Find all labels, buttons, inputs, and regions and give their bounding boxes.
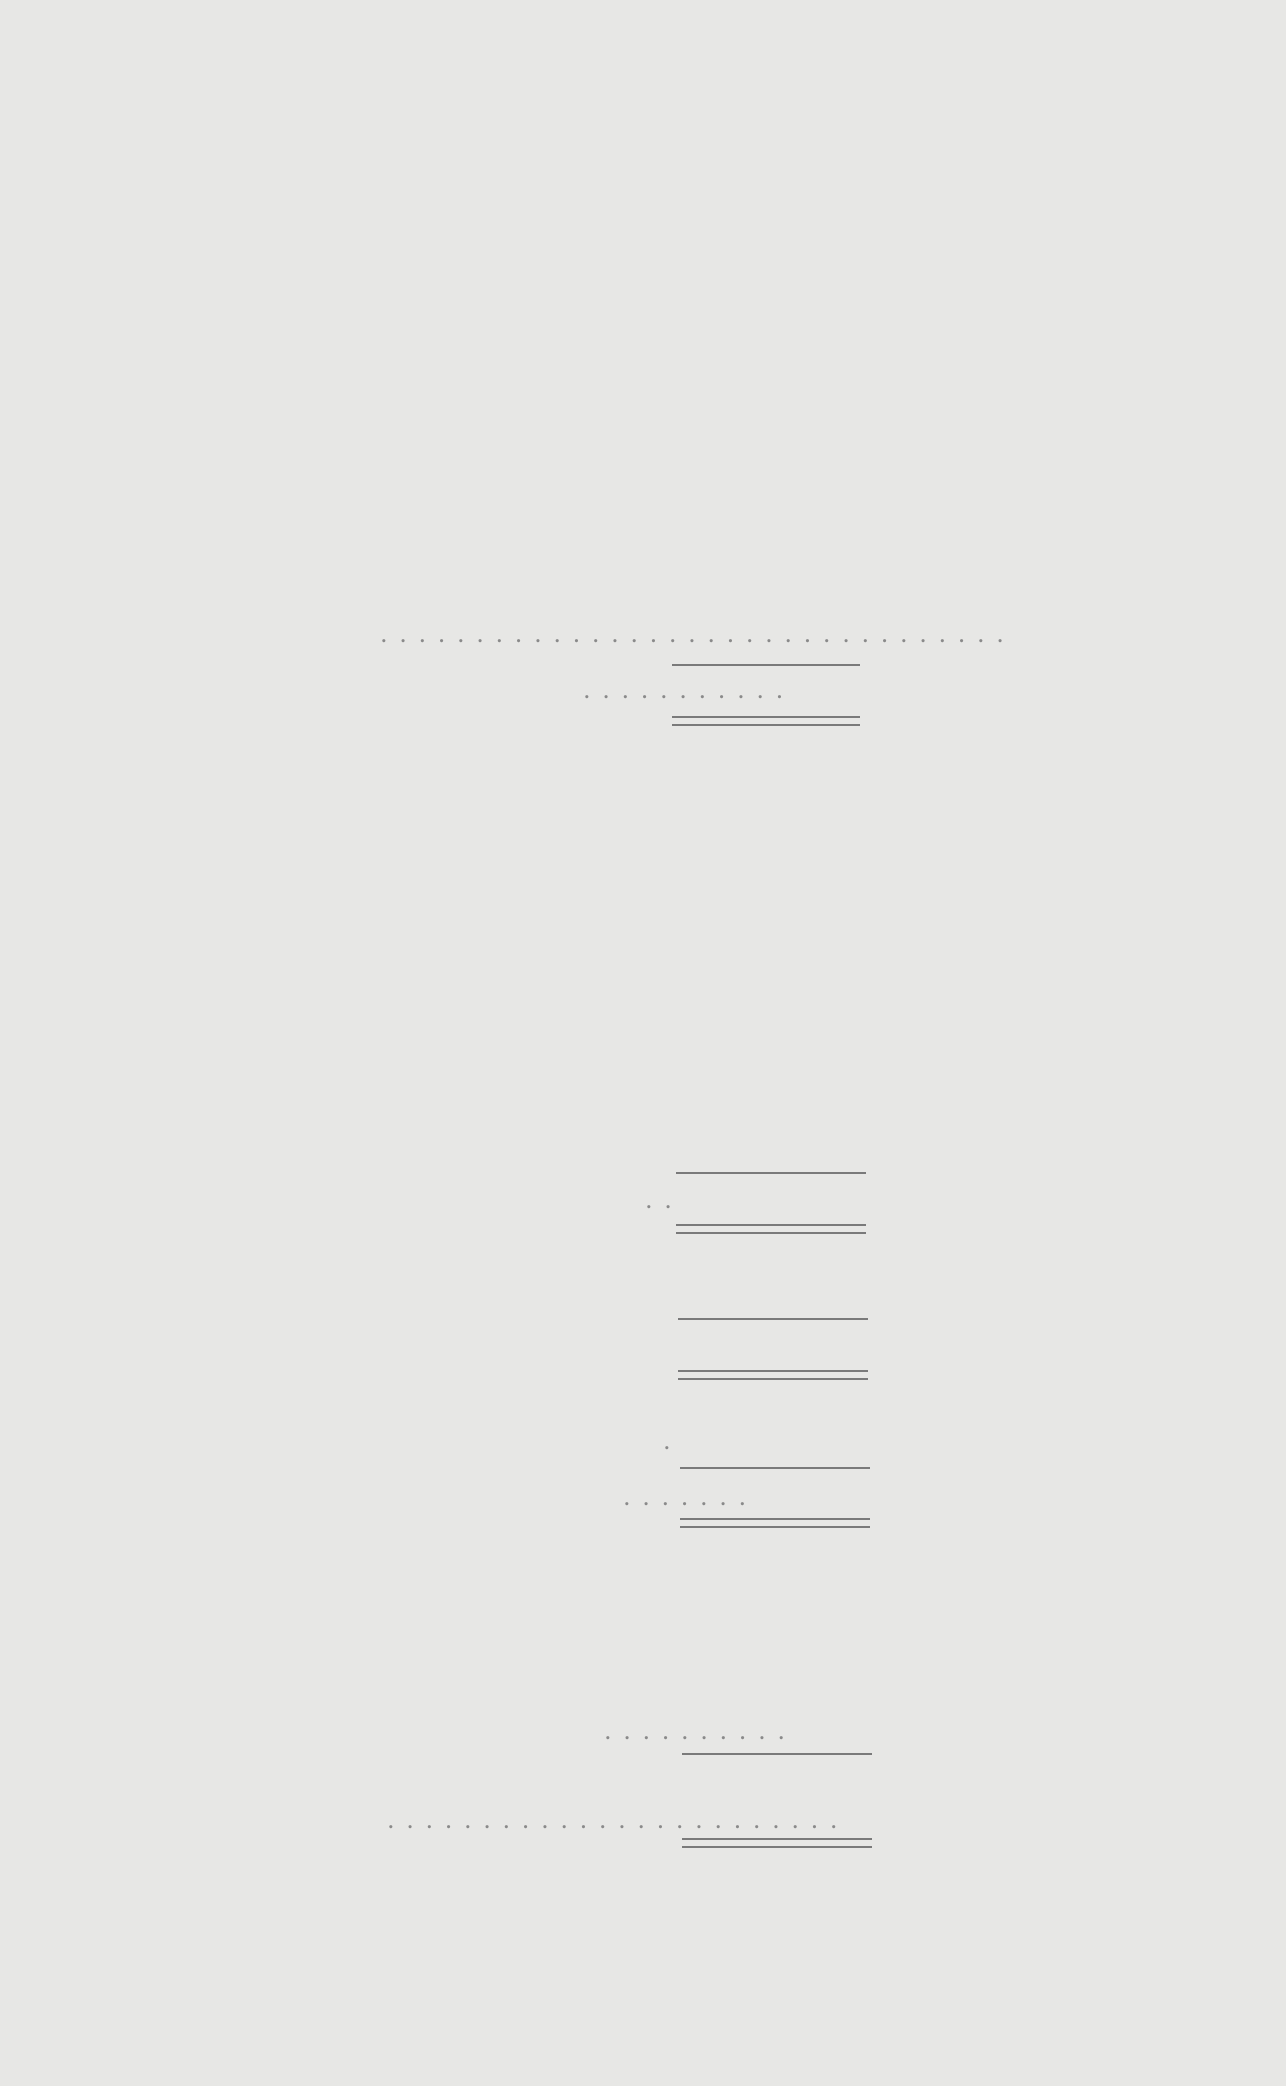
double-rule <box>682 1838 872 1848</box>
double-rule <box>678 1370 868 1380</box>
rule <box>676 1172 866 1174</box>
item-209-line1 <box>105 593 875 620</box>
rule <box>672 664 860 666</box>
less-savings-line2: . . . . . . . . . . <box>604 1717 787 1745</box>
grand-total-line2: . . . . . . . . . . . . . . . . . . . . . . . . <box>387 1806 840 1834</box>
double-rule <box>676 1224 866 1234</box>
rule <box>682 1753 872 1755</box>
misc-total-row: . . <box>645 1186 674 1214</box>
less-savings-line1 <box>105 1687 867 1714</box>
item-221-row: . <box>663 1427 673 1455</box>
item-220-row <box>105 1278 865 1305</box>
furniture-total-row <box>105 1334 865 1361</box>
grand-total-line1 <box>105 1776 870 1803</box>
running-header <box>157 183 200 213</box>
rule <box>680 1467 870 1469</box>
rule <box>678 1318 868 1320</box>
special-total-row: . . . . . . . <box>623 1483 749 1511</box>
salaries-total-row: . . . . . . . . . . . <box>583 676 786 704</box>
item-209-line2: . . . . . . . . . . . . . . . . . . . . . . . . . . . . . . . . . <box>380 620 1006 648</box>
double-rule <box>672 716 860 726</box>
double-rule <box>680 1518 870 1528</box>
